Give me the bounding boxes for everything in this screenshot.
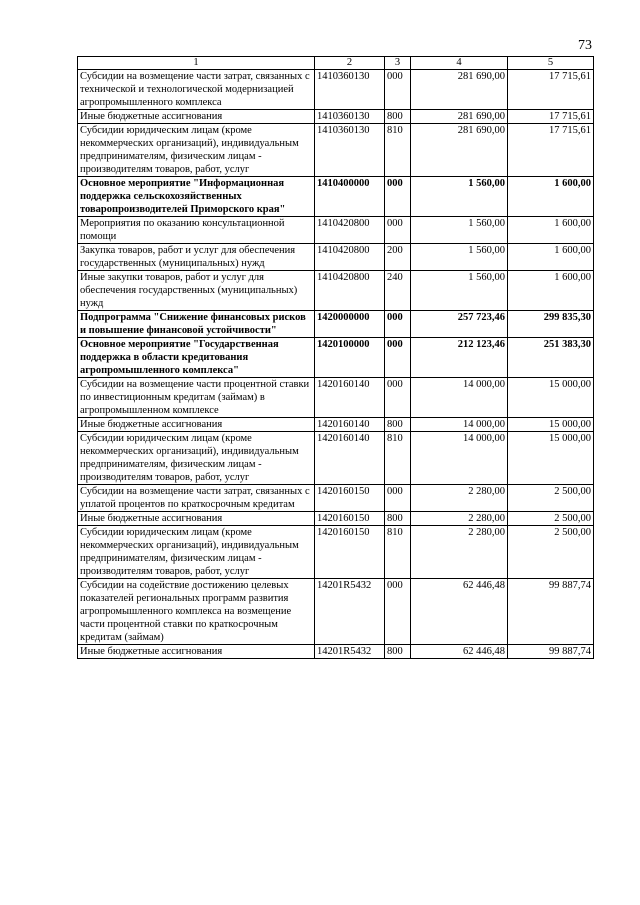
table-row <box>78 217 594 244</box>
cell-amount-year1: 281 690,00 <box>411 110 508 124</box>
cell-amount-year2: 2 500,00 <box>508 526 594 579</box>
cell-amount-year2: 15 000,00 <box>508 432 594 485</box>
cell-target-article: 1420160150 <box>315 526 385 579</box>
table-body <box>78 70 594 659</box>
cell-amount-year2: 299 835,30 <box>508 311 594 338</box>
cell-expense-type: 000 <box>385 311 411 338</box>
cell-name: Субсидии юридическим лицам (кроме некоммерческих организаций), индивидуальным предпринимателям, физическим лицам - производителям товаров, работ, услуг <box>78 432 315 485</box>
column-header-name: 1 <box>78 57 315 70</box>
cell-name: Иные бюджетные ассигнования <box>78 110 315 124</box>
cell-target-article: 1410400000 <box>315 177 385 217</box>
cell-expense-type: 240 <box>385 271 411 311</box>
column-header-csr: 2 <box>315 57 385 70</box>
cell-name: Иные бюджетные ассигнования <box>78 645 315 659</box>
column-header-year2: 5 <box>508 57 594 70</box>
cell-amount-year1: 281 690,00 <box>411 124 508 177</box>
cell-target-article: 14201R5432 <box>315 579 385 645</box>
cell-amount-year1: 62 446,48 <box>411 645 508 659</box>
cell-name: Иные бюджетные ассигнования <box>78 418 315 432</box>
cell-amount-year2: 1 600,00 <box>508 217 594 244</box>
cell-amount-year2: 17 715,61 <box>508 70 594 110</box>
cell-name: Субсидии на возмещение части затрат, связанных с уплатой процентов по краткосрочным кредитам <box>78 485 315 512</box>
table-row <box>78 271 594 311</box>
cell-target-article: 1420160150 <box>315 485 385 512</box>
cell-expense-type: 000 <box>385 485 411 512</box>
table-row <box>78 378 594 418</box>
table-row <box>78 432 594 485</box>
table-row <box>78 338 594 378</box>
cell-name: Субсидии юридическим лицам (кроме некоммерческих организаций), индивидуальным предпринимателям, физическим лицам - производителям товаров, работ, услуг <box>78 124 315 177</box>
cell-expense-type: 000 <box>385 70 411 110</box>
cell-expense-type: 810 <box>385 526 411 579</box>
cell-name: Основное мероприятие "Государственная поддержка в области кредитования агропромышленного комплекса" <box>78 338 315 378</box>
cell-name: Закупка товаров, работ и услуг для обеспечения государственных (муниципальных) нужд <box>78 244 315 271</box>
cell-expense-type: 000 <box>385 217 411 244</box>
cell-target-article: 1410420800 <box>315 271 385 311</box>
cell-expense-type: 800 <box>385 418 411 432</box>
cell-amount-year1: 212 123,46 <box>411 338 508 378</box>
cell-name: Субсидии юридическим лицам (кроме некоммерческих организаций), индивидуальным предпринимателям, физическим лицам - производителям товаров, работ, услуг <box>78 526 315 579</box>
cell-name: Основное мероприятие "Информационная поддержка сельскохозяйственных товаропроизводителей Приморского края" <box>78 177 315 217</box>
cell-amount-year2: 17 715,61 <box>508 110 594 124</box>
cell-amount-year2: 15 000,00 <box>508 418 594 432</box>
column-header-vr: 3 <box>385 57 411 70</box>
cell-name: Субсидии на возмещение части процентной ставки по инвестиционным кредитам (займам) в агропромышленном комплексе <box>78 378 315 418</box>
cell-target-article: 1420160140 <box>315 418 385 432</box>
cell-expense-type: 000 <box>385 579 411 645</box>
table-row <box>78 110 594 124</box>
cell-amount-year2: 99 887,74 <box>508 579 594 645</box>
cell-target-article: 1420000000 <box>315 311 385 338</box>
cell-amount-year1: 62 446,48 <box>411 579 508 645</box>
cell-target-article: 1420100000 <box>315 338 385 378</box>
column-header-year1: 4 <box>411 57 508 70</box>
cell-expense-type: 810 <box>385 432 411 485</box>
cell-amount-year2: 15 000,00 <box>508 378 594 418</box>
cell-amount-year2: 2 500,00 <box>508 485 594 512</box>
cell-expense-type: 000 <box>385 378 411 418</box>
cell-name: Мероприятия по оказанию консультационной помощи <box>78 217 315 244</box>
table-row <box>78 418 594 432</box>
cell-target-article: 1410360130 <box>315 110 385 124</box>
cell-expense-type: 800 <box>385 110 411 124</box>
cell-expense-type: 000 <box>385 338 411 378</box>
cell-amount-year2: 1 600,00 <box>508 244 594 271</box>
cell-target-article: 1420160150 <box>315 512 385 526</box>
cell-amount-year1: 1 560,00 <box>411 177 508 217</box>
table-row <box>78 645 594 659</box>
cell-amount-year2: 251 383,30 <box>508 338 594 378</box>
cell-expense-type: 810 <box>385 124 411 177</box>
cell-amount-year2: 1 600,00 <box>508 271 594 311</box>
table-row <box>78 70 594 110</box>
cell-amount-year1: 2 280,00 <box>411 526 508 579</box>
cell-target-article: 1410420800 <box>315 217 385 244</box>
table-row <box>78 579 594 645</box>
budget-table <box>77 56 594 659</box>
cell-name: Субсидии на содействие достижению целевых показателей региональных программ развития агропромышленного комплекса на возмещение части процентной ставки по краткосрочным кредитам (займам) <box>78 579 315 645</box>
table-row <box>78 485 594 512</box>
cell-target-article: 1410360130 <box>315 70 385 110</box>
cell-name: Иные бюджетные ассигнования <box>78 512 315 526</box>
cell-amount-year2: 99 887,74 <box>508 645 594 659</box>
cell-expense-type: 800 <box>385 645 411 659</box>
cell-target-article: 14201R5432 <box>315 645 385 659</box>
cell-target-article: 1410420800 <box>315 244 385 271</box>
cell-amount-year2: 2 500,00 <box>508 512 594 526</box>
cell-amount-year1: 281 690,00 <box>411 70 508 110</box>
cell-name: Субсидии на возмещение части затрат, связанных с технической и технологической модернизацией агропромышленного комплекса <box>78 70 315 110</box>
table-row <box>78 244 594 271</box>
cell-amount-year2: 17 715,61 <box>508 124 594 177</box>
cell-amount-year1: 257 723,46 <box>411 311 508 338</box>
cell-expense-type: 000 <box>385 177 411 217</box>
cell-target-article: 1420160140 <box>315 432 385 485</box>
cell-amount-year1: 14 000,00 <box>411 432 508 485</box>
cell-expense-type: 200 <box>385 244 411 271</box>
cell-name: Иные закупки товаров, работ и услуг для обеспечения государственных (муниципальных) нужд <box>78 271 315 311</box>
cell-amount-year2: 1 600,00 <box>508 177 594 217</box>
cell-target-article: 1410360130 <box>315 124 385 177</box>
cell-amount-year1: 1 560,00 <box>411 271 508 311</box>
cell-amount-year1: 2 280,00 <box>411 512 508 526</box>
cell-target-article: 1420160140 <box>315 378 385 418</box>
cell-amount-year1: 1 560,00 <box>411 217 508 244</box>
cell-amount-year1: 1 560,00 <box>411 244 508 271</box>
table-row <box>78 526 594 579</box>
cell-amount-year1: 14 000,00 <box>411 378 508 418</box>
cell-expense-type: 800 <box>385 512 411 526</box>
page-number: 73 <box>578 38 592 53</box>
table-header-row <box>78 57 594 70</box>
table-row <box>78 124 594 177</box>
cell-amount-year1: 14 000,00 <box>411 418 508 432</box>
cell-amount-year1: 2 280,00 <box>411 485 508 512</box>
table-row <box>78 311 594 338</box>
cell-name: Подпрограмма "Снижение финансовых рисков и повышение финансовой устойчивости" <box>78 311 315 338</box>
table-row <box>78 512 594 526</box>
table-row <box>78 177 594 217</box>
